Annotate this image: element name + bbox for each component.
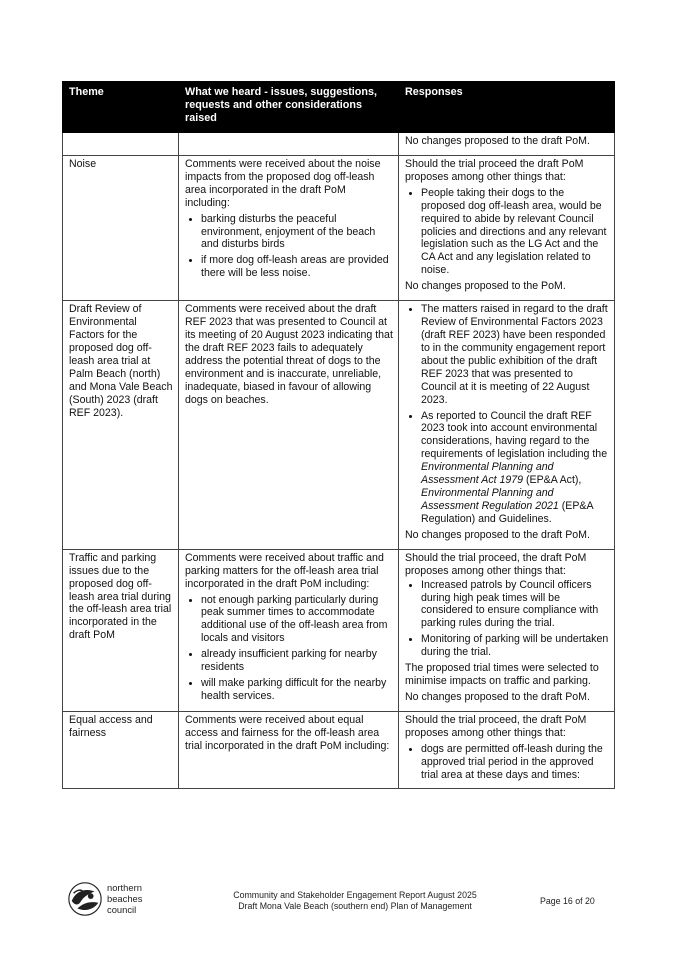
list-item: • already insufficient parking for nearby residents bbox=[201, 648, 393, 674]
table-row bbox=[63, 711, 615, 789]
response-intro: Should the trial proceed, the draft PoM proposes among other things that: bbox=[405, 713, 587, 739]
response-note: No changes proposed to the draft PoM. bbox=[405, 690, 590, 703]
response-cell bbox=[399, 301, 615, 550]
logo-word: beaches bbox=[107, 893, 143, 904]
response-cell bbox=[399, 549, 615, 711]
list-item: • barking disturbs the peaceful environment, enjoyment of the beach and disturbs birds bbox=[201, 213, 393, 252]
list-item: • The matters raised in regard to the draft Review of Environmental Factors 2023 (draft REF 2023) have been responded to in the community engagement report about the public exhibition of the draft REF 2023 that was presented to Council at it is meeting of 22 August 2023. bbox=[421, 303, 609, 406]
list-item: • Monitoring of parking will be undertaken during the trial. bbox=[421, 633, 609, 659]
response-intro: Should the trial proceed the draft PoM proposes among other things that: bbox=[405, 157, 584, 183]
table-row bbox=[63, 301, 615, 550]
response-note: No changes proposed to the PoM. bbox=[405, 280, 566, 293]
heard-list bbox=[185, 594, 393, 703]
theme-cell: Draft Review of Environmental Factors for the proposed dog off-leash area trial at Palm Beach (north) and Mona Vale Beach (South) 2023 (draft REF 2023). bbox=[63, 301, 179, 550]
response-cell bbox=[399, 133, 615, 156]
footer-title bbox=[200, 890, 510, 912]
header-what-we-heard: What we heard - issues, suggestions, requests and other considerations raised bbox=[179, 82, 399, 133]
heard-intro: Comments were received about traffic and parking matters for the off-leash area trial incorporated in the draft PoM including: bbox=[185, 551, 384, 590]
response-list bbox=[405, 743, 609, 782]
response-list bbox=[405, 187, 609, 277]
heard-intro: Comments were received about the noise impacts from the proposed dog off-leash area incorporated in the draft PoM including: bbox=[185, 157, 381, 209]
heard-cell bbox=[179, 711, 399, 789]
heard-intro: Comments were received about the draft REF 2023 that was presented to Council at its meeting of 20 August 2023 indicating that the draft REF 2023 fails to adequately address the potential threat of dogs to the environment and is inaccurate, unreliable, inadequate, biased in favour of allowing dogs on beaches. bbox=[185, 303, 393, 406]
footer-line-1: Community and Stakeholder Engagement Report August 2025 bbox=[233, 890, 477, 900]
response-paragraph: The proposed trial times were selected to minimise impacts on traffic and parking. bbox=[405, 662, 599, 688]
act-name: Environmental Planning and Assessment Act 1979 bbox=[421, 461, 554, 487]
heard-intro: Comments were received about equal access and fairness for the off-leash area trial incorporated in the draft PoM including: bbox=[185, 713, 390, 752]
list-item: • will make parking difficult for the nearby health services. bbox=[201, 677, 393, 703]
list-item bbox=[421, 410, 609, 526]
response-cell bbox=[399, 711, 615, 789]
table-row bbox=[63, 155, 615, 300]
response-cell bbox=[399, 155, 615, 300]
header-responses: Responses bbox=[399, 82, 615, 133]
footer-line-2: Draft Mona Vale Beach (southern end) Plan of Management bbox=[238, 901, 472, 911]
list-item-text: As reported to Council the draft REF 2023 took into account environmental considerations, having regard to the requirements of legislation including the bbox=[421, 409, 608, 461]
theme-cell: Equal access and fairness bbox=[63, 711, 179, 789]
heard-cell bbox=[179, 155, 399, 300]
page-number: Page 16 of 20 bbox=[540, 896, 595, 906]
engagement-table bbox=[62, 81, 615, 789]
heard-cell bbox=[179, 133, 399, 156]
response-list bbox=[405, 303, 609, 526]
response-note: No changes proposed to the draft PoM. bbox=[405, 135, 590, 147]
list-item: • Increased patrols by Council officers during high peak times will be considered to ensure compliance with parking rules during the trial. bbox=[421, 579, 609, 631]
theme-cell: Traffic and parking issues due to the proposed dog off-leash area trial during the off-leash area trial incorporated in the draft PoM bbox=[63, 549, 179, 711]
table-header-row bbox=[63, 82, 615, 133]
list-item: • if more dog off-leash areas are provided there will be less noise. bbox=[201, 254, 393, 280]
response-list bbox=[405, 579, 609, 660]
logo-word: northern bbox=[107, 882, 142, 893]
council-logo bbox=[66, 880, 176, 920]
response-intro: Should the trial proceed, the draft PoM proposes among other things that: bbox=[405, 551, 587, 577]
heard-list bbox=[185, 213, 393, 281]
theme-cell bbox=[63, 133, 179, 156]
list-item-text: (EP&A Act), bbox=[523, 474, 582, 487]
header-theme: Theme bbox=[63, 82, 179, 133]
council-logo-icon bbox=[66, 880, 104, 918]
heard-cell bbox=[179, 549, 399, 711]
regulation-name: Environmental Planning and Assessment Regulation 2021 bbox=[421, 487, 559, 512]
logo-word: council bbox=[107, 904, 137, 915]
table-row bbox=[63, 549, 615, 711]
list-item-text: (EP&A Regulation) and Guidelines. bbox=[421, 499, 593, 525]
list-item: • not enough parking particularly during peak summer times to accommodate additional use of the off-leash area from locals and visitors bbox=[201, 594, 393, 646]
heard-cell bbox=[179, 301, 399, 550]
list-item: • dogs are permitted off-leash during the approved trial period in the approved trial area at these days and times: bbox=[421, 743, 609, 782]
theme-cell: Noise bbox=[63, 155, 179, 300]
council-logo-text bbox=[107, 882, 142, 915]
list-item: • People taking their dogs to the proposed dog off-leash area, would be required to abide by relevant Council policies and directions and any relevant legislation such as the LG Act and the CA Act and any legislation related to noise. bbox=[421, 187, 609, 277]
response-note: No changes proposed to the draft PoM. bbox=[405, 528, 590, 541]
table-row bbox=[63, 133, 615, 156]
